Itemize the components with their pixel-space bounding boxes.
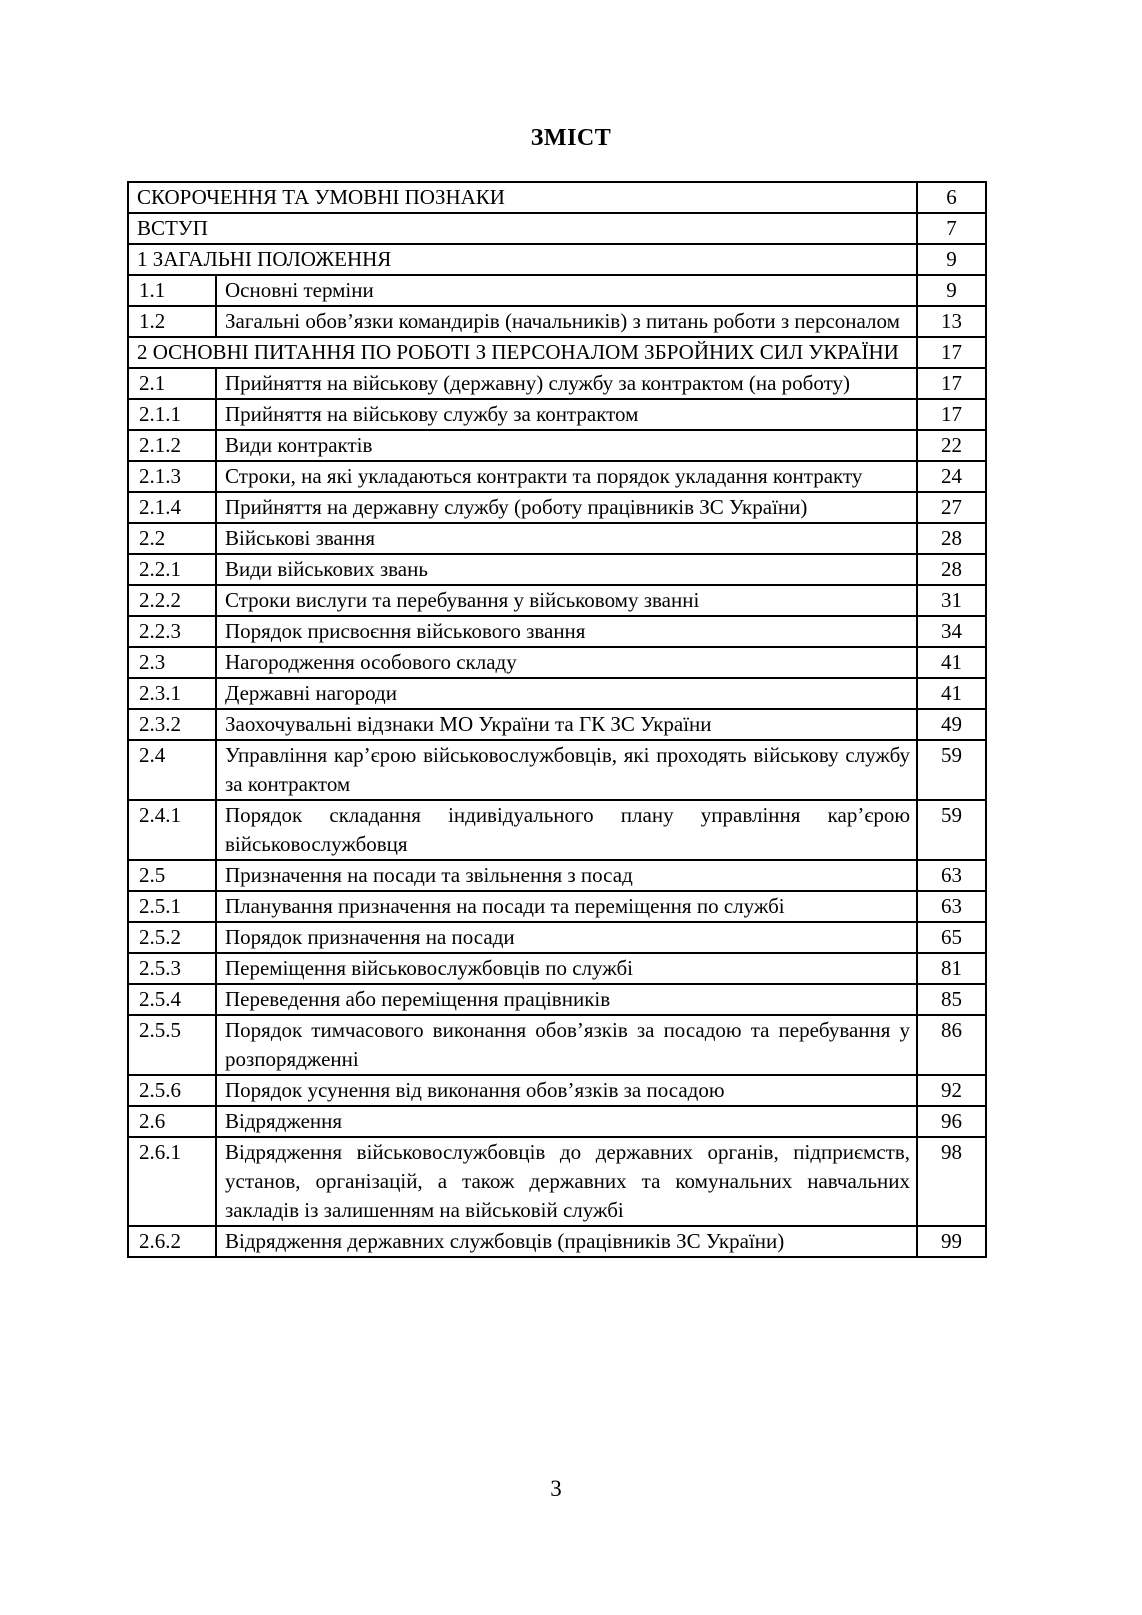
- toc-row-page: 41: [917, 647, 986, 678]
- toc-row-page: 7: [917, 213, 986, 244]
- toc-row-title: Відрядження: [216, 1106, 917, 1137]
- toc-row: [128, 213, 986, 244]
- toc-row-title: Порядок тимчасового виконання обов’язків за посадою та перебування у розпорядженні: [216, 1015, 917, 1075]
- toc-row: [128, 860, 986, 891]
- toc-row-title: Відрядження державних службовців (працівників ЗС України): [216, 1226, 917, 1257]
- toc-row: [128, 984, 986, 1015]
- toc-body: [128, 182, 986, 1257]
- toc-row-number: 2.4.1: [128, 800, 216, 860]
- toc-row-title: 1 ЗАГАЛЬНІ ПОЛОЖЕННЯ: [128, 244, 917, 275]
- toc-row: [128, 1075, 986, 1106]
- toc-row-number: 2.5.6: [128, 1075, 216, 1106]
- toc-row-page: 59: [917, 800, 986, 860]
- toc-row: [128, 678, 986, 709]
- toc-row: [128, 709, 986, 740]
- toc-row-number: 2.2.1: [128, 554, 216, 585]
- toc-row-number: 2.6: [128, 1106, 216, 1137]
- toc-row-number: 2.5.4: [128, 984, 216, 1015]
- toc-row-number: 2.2.3: [128, 616, 216, 647]
- toc-row-page: 63: [917, 891, 986, 922]
- toc-row-title: Порядок присвоєння військового звання: [216, 616, 917, 647]
- toc-row-title: Прийняття на військову службу за контрактом: [216, 399, 917, 430]
- toc-row-page: 85: [917, 984, 986, 1015]
- toc-row-page: 31: [917, 585, 986, 616]
- toc-row-page: 65: [917, 922, 986, 953]
- toc-row-title: Переміщення військовослужбовців по службі: [216, 953, 917, 984]
- toc-row-page: 98: [917, 1137, 986, 1226]
- toc-row-number: 2.1.3: [128, 461, 216, 492]
- toc-row: [128, 430, 986, 461]
- toc-row-title: Управління кар’єрою військовослужбовців, які проходять військову службу за контрактом: [216, 740, 917, 800]
- toc-row: [128, 891, 986, 922]
- toc-row-number: 2.3.1: [128, 678, 216, 709]
- toc-row-number: 2.5.5: [128, 1015, 216, 1075]
- toc-row-number: 2.2: [128, 523, 216, 554]
- toc-row-page: 13: [917, 306, 986, 337]
- toc-row: [128, 616, 986, 647]
- toc-row: [128, 585, 986, 616]
- toc-row-number: 2.5.1: [128, 891, 216, 922]
- toc-row-page: 9: [917, 244, 986, 275]
- toc-row-page: 41: [917, 678, 986, 709]
- toc-row-number: 2.1.1: [128, 399, 216, 430]
- toc-row-number: 2.5.2: [128, 922, 216, 953]
- toc-row: [128, 492, 986, 523]
- toc-row-number: 2.1.4: [128, 492, 216, 523]
- toc-row-page: 22: [917, 430, 986, 461]
- toc-table: [127, 181, 987, 1258]
- toc-row-page: 17: [917, 368, 986, 399]
- toc-row-page: 96: [917, 1106, 986, 1137]
- toc-row-number: 2.1.2: [128, 430, 216, 461]
- toc-row: [128, 182, 986, 213]
- toc-row-page: 92: [917, 1075, 986, 1106]
- toc-row: [128, 523, 986, 554]
- toc-row: [128, 554, 986, 585]
- toc-row-number: 2.1: [128, 368, 216, 399]
- toc-row-title: Строки вислуги та перебування у військовому званні: [216, 585, 917, 616]
- toc-row: [128, 337, 986, 368]
- toc-row-page: 34: [917, 616, 986, 647]
- toc-row-number: 2.3: [128, 647, 216, 678]
- toc-row-title: Порядок складання індивідуального плану управління кар’єрою військовослужбовця: [216, 800, 917, 860]
- toc-row: [128, 368, 986, 399]
- toc-row-page: 99: [917, 1226, 986, 1257]
- toc-row-page: 49: [917, 709, 986, 740]
- toc-row-title: Заохочувальні відзнаки МО України та ГК ЗС України: [216, 709, 917, 740]
- toc-row-title: Відрядження військовослужбовців до державних органів, підприємств, установ, організацій, а також державних та комунальних навчальних закладів із залишенням на військовій службі: [216, 1137, 917, 1226]
- toc-row: [128, 1106, 986, 1137]
- toc-row-title: Призначення на посади та звільнення з посад: [216, 860, 917, 891]
- toc-row-number: 2.5.3: [128, 953, 216, 984]
- toc-row-title: Порядок призначення на посади: [216, 922, 917, 953]
- toc-row-number: 2.3.2: [128, 709, 216, 740]
- toc-row-page: 24: [917, 461, 986, 492]
- toc-row-number: 2.6.1: [128, 1137, 216, 1226]
- toc-row-page: 28: [917, 523, 986, 554]
- toc-row: [128, 953, 986, 984]
- toc-row-number: 1.1: [128, 275, 216, 306]
- toc-row-title: Планування призначення на посади та переміщення по службі: [216, 891, 917, 922]
- toc-row-title: Строки, на які укладаються контракти та порядок укладання контракту: [216, 461, 917, 492]
- toc-row-page: 86: [917, 1015, 986, 1075]
- toc-row-number: 2.5: [128, 860, 216, 891]
- toc-row-page: 63: [917, 860, 986, 891]
- footer-page-number: 3: [550, 1476, 562, 1501]
- toc-row-number: 1.2: [128, 306, 216, 337]
- toc-row-title: Переведення або переміщення працівників: [216, 984, 917, 1015]
- toc-row: [128, 922, 986, 953]
- toc-row-page: 59: [917, 740, 986, 800]
- toc-row-number: 2.6.2: [128, 1226, 216, 1257]
- toc-row-title: Основні терміни: [216, 275, 917, 306]
- toc-row-page: 9: [917, 275, 986, 306]
- toc-row-title: Нагородження особового складу: [216, 647, 917, 678]
- toc-row: [128, 800, 986, 860]
- toc-row: [128, 244, 986, 275]
- toc-row: [128, 306, 986, 337]
- toc-row: [128, 1015, 986, 1075]
- toc-row-title: ВСТУП: [128, 213, 917, 244]
- toc-row-title: Прийняття на військову (державну) службу за контрактом (на роботу): [216, 368, 917, 399]
- toc-row-page: 81: [917, 953, 986, 984]
- toc-row: [128, 275, 986, 306]
- page-title: ЗМІСТ: [530, 125, 612, 151]
- toc-row-title: Види військових звань: [216, 554, 917, 585]
- toc-row-page: 17: [917, 337, 986, 368]
- toc-row: [128, 740, 986, 800]
- toc-row-page: 6: [917, 182, 986, 213]
- toc-row-title: Державні нагороди: [216, 678, 917, 709]
- toc-row: [128, 461, 986, 492]
- toc-row-title: Прийняття на державну службу (роботу працівників ЗС України): [216, 492, 917, 523]
- toc-row-title: СКОРОЧЕННЯ ТА УМОВНІ ПОЗНАКИ: [128, 182, 917, 213]
- toc-row-number: 2.4: [128, 740, 216, 800]
- toc-row-title: 2 ОСНОВНІ ПИТАННЯ ПО РОБОТІ З ПЕРСОНАЛОМ ЗБРОЙНИХ СИЛ УКРАЇНИ: [128, 337, 917, 368]
- toc-row-page: 28: [917, 554, 986, 585]
- toc-row: [128, 1226, 986, 1257]
- toc-row: [128, 1137, 986, 1226]
- toc-row-title: Види контрактів: [216, 430, 917, 461]
- toc-row-title: Загальні обов’язки командирів (начальників) з питань роботи з персоналом: [216, 306, 917, 337]
- toc-row: [128, 647, 986, 678]
- toc-row-page: 17: [917, 399, 986, 430]
- toc-row-title: Військові звання: [216, 523, 917, 554]
- toc-row-page: 27: [917, 492, 986, 523]
- toc-row-title: Порядок усунення від виконання обов’язків за посадою: [216, 1075, 917, 1106]
- toc-row-number: 2.2.2: [128, 585, 216, 616]
- toc-row: [128, 399, 986, 430]
